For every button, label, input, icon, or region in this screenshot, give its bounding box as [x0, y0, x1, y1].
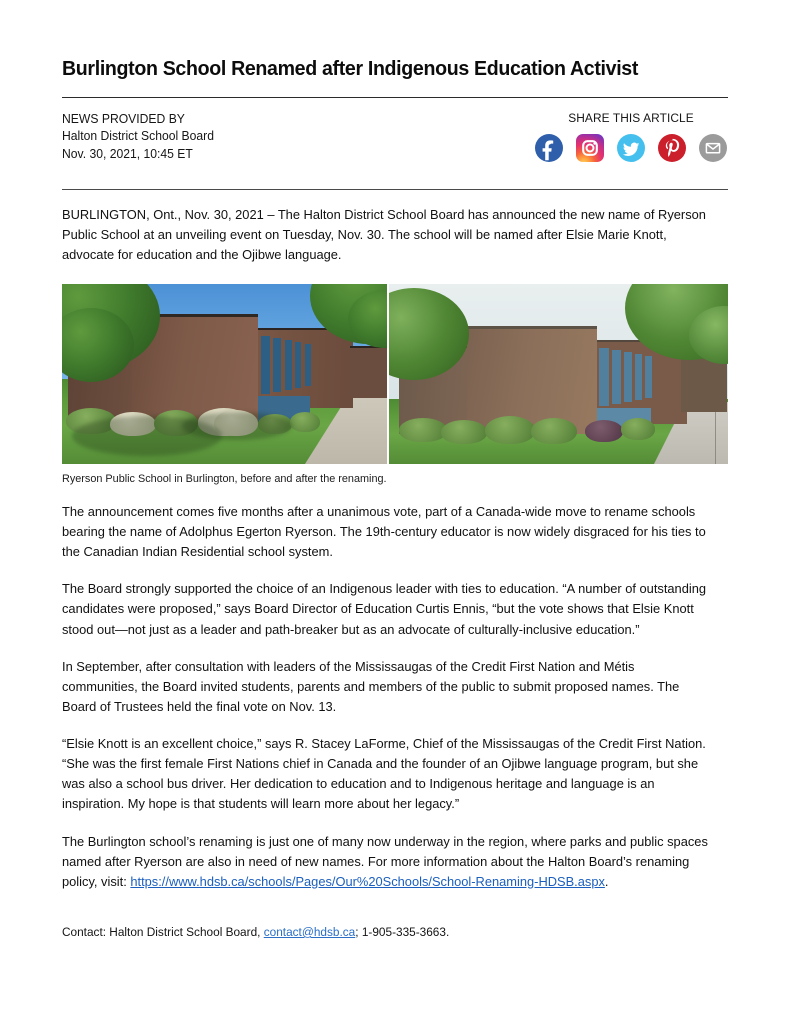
share-label: SHARE THIS ARTICLE	[568, 110, 694, 125]
news-provided-by-label: NEWS PROVIDED BY	[62, 111, 185, 126]
final-paragraph-period: .	[604, 873, 609, 889]
contact-email-link[interactable]: contact@hdsb.ca	[263, 924, 356, 939]
document-content	[62, 0, 728, 939]
share-icon-row	[535, 134, 727, 162]
photo-after-renaming	[389, 284, 728, 464]
school-far-wing	[350, 346, 387, 398]
contact-prefix: Contact: Halton District School Board,	[62, 924, 264, 939]
news-provided-by-block	[62, 111, 214, 165]
article-paragraph-4: “Elsie Knott is an excellent choice,” says R. Stacey LaForme, Chief of the Mississaugas of the Credit First Nation. “She was the first female First Nations chief in Canada and the founder of an Ojibwe language program, but she was also a school bus driver. Her dedication to education and to Indigenous heritage and language is an inspiration. My hope is that students will learn more about her legacy.”	[62, 736, 706, 812]
school-far-wing	[681, 356, 727, 412]
window-strip	[599, 348, 609, 406]
news-provider-organization: Halton District School Board	[62, 129, 214, 144]
final-paragraph-text: The Burlington school’s renaming is just one of many now underway in the region, where parks and public spaces named after Ryerson are also in need of new names. For more information about the Halton Board’s renaming policy, visit:	[62, 833, 708, 889]
news-timestamp: Nov. 30, 2021, 10:45 ET	[62, 147, 193, 162]
window-strip	[645, 356, 652, 398]
window-strip	[285, 340, 292, 390]
shrub	[290, 412, 320, 432]
window-strip	[273, 338, 281, 392]
photo-before-renaming	[62, 284, 387, 464]
lawn-shadow	[182, 412, 292, 440]
photo-caption: Ryerson Public School in Burlington, before and after the renaming.	[62, 472, 387, 485]
share-block	[535, 111, 728, 162]
instagram-share-icon[interactable]	[576, 134, 604, 162]
window-strip	[635, 354, 642, 400]
renaming-policy-link[interactable]: https://www.hdsb.ca/schools/Pages/Our%20Schools/School-Renaming-HDSB.aspx	[130, 873, 605, 889]
article-paragraph-2: The Board strongly supported the choice of an Indigenous leader with ties to education. “A number of outstanding candidates were proposed,” says Board Director of Education Curtis Ennis, “but the vote shows that Elsie Knott stood out—not just as a leader and path-breaker but as an advocate of culturally-inclusive education.”	[62, 581, 707, 637]
shrub	[441, 420, 487, 444]
twitter-share-icon[interactable]	[617, 134, 645, 162]
article-paragraph-5	[62, 832, 711, 892]
meta-row	[62, 111, 728, 173]
header-divider-top	[62, 97, 728, 98]
window-strip	[624, 352, 632, 402]
lead-paragraph: BURLINGTON, Ont., Nov. 30, 2021 – The Halton District School Board has announced the new name of Ryerson Public School at an unveiling event on Tuesday, Nov. 30. The school will be named after Elsie Marie Knott, advocate for education and the Ojibwe language.	[62, 206, 706, 262]
window-strip	[305, 344, 311, 386]
shrub	[485, 416, 535, 444]
article-paragraph-1: The announcement comes five months after a unanimous vote, part of a Canada-wide move to rename schools bearing the name of Adolphus Egerton Ryerson. The 19th-century educator is now widely disgraced for his ties to the Canadian Indian Residential school system.	[62, 503, 706, 560]
contact-phone: ; 1-905-335-3663.	[355, 924, 450, 939]
email-share-icon[interactable]	[699, 134, 727, 162]
window-strip	[612, 350, 621, 404]
article-paragraph-3: In September, after consultation with leaders of the Mississaugas of the Credit First Nation and Métis communities, the Board invited students, parents and members of the public to submit proposed names. The Board of Trustees held the final vote on Nov. 13.	[62, 658, 680, 714]
window-strip	[261, 336, 270, 394]
school-main-block	[465, 326, 597, 434]
shrub	[585, 420, 623, 442]
walkway-seam	[715, 406, 716, 464]
shrub	[399, 418, 447, 442]
shrub	[531, 418, 577, 444]
header-divider-bottom	[62, 189, 728, 190]
photo-strip	[62, 284, 728, 464]
window-strip	[295, 342, 301, 388]
page-title: Burlington School Renamed after Indigenous Education Activist	[62, 57, 639, 80]
facebook-share-icon[interactable]	[535, 134, 563, 162]
contact-line	[62, 925, 708, 939]
pinterest-share-icon[interactable]	[658, 134, 686, 162]
shrub	[621, 418, 655, 440]
